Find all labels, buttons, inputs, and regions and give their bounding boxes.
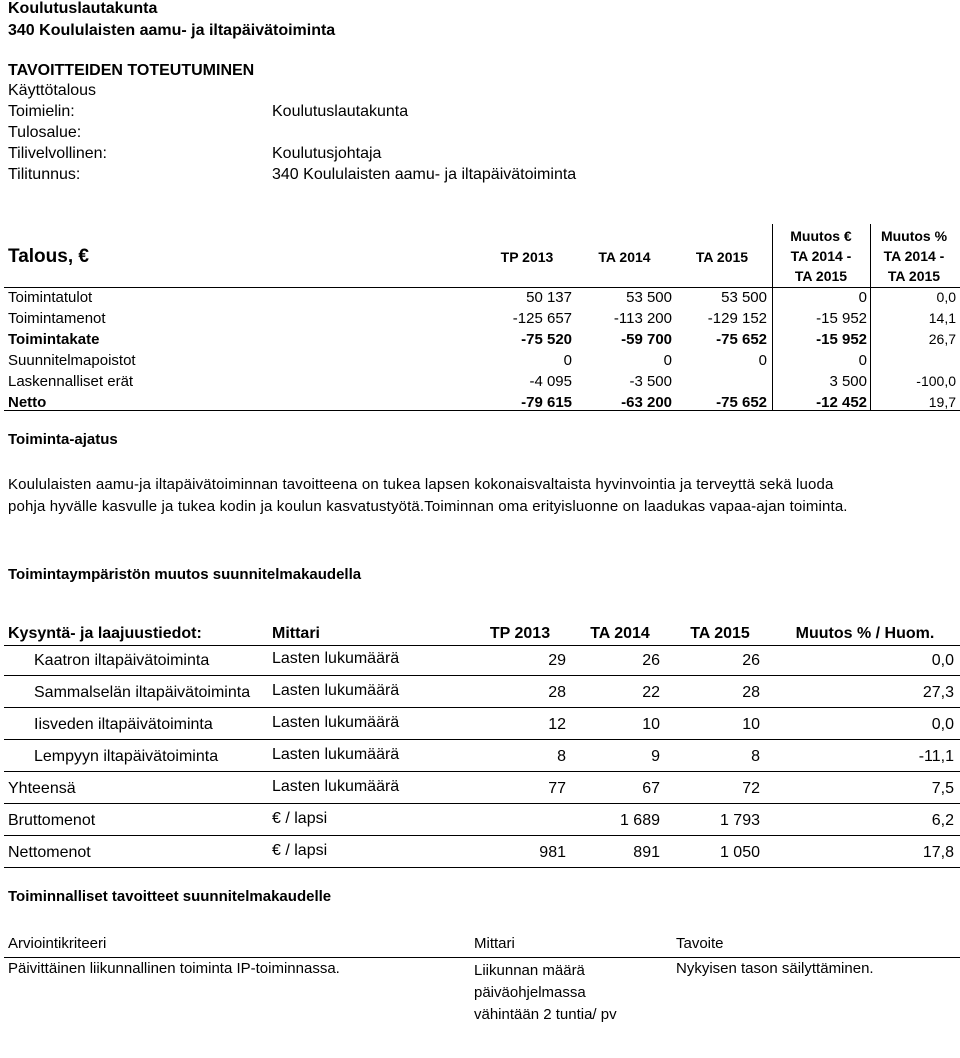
finance-cell: -4 095 <box>529 373 572 390</box>
goals-value-tilivelvollinen: Koulutusjohtaja <box>272 145 382 162</box>
finance-cell: 0,0 <box>936 289 956 305</box>
goals-label-toimielin: Toimielin: <box>8 103 75 120</box>
board-title: Koulutuslautakunta <box>8 0 158 17</box>
finance-col-ta2015: TA 2015 <box>695 249 749 265</box>
goals-value-toimielin: Koulutuslautakunta <box>272 103 409 120</box>
demand-header-label: Kysyntä- ja laajuustiedot: <box>8 625 202 642</box>
finance-cell: -15 952 <box>816 310 867 327</box>
targets-title: Toiminnalliset tavoitteet suunnitelmakaudelle <box>8 888 332 905</box>
targets-header-meter: Mittari <box>474 935 515 952</box>
demand-header-change: Muutos % / Huom. <box>795 625 935 642</box>
finance-row-label: Netto <box>8 394 47 411</box>
demand-row-meter: Lasten lukumäärä <box>272 650 400 667</box>
finance-row-label: Suunnitelmapoistot <box>8 352 136 369</box>
demand-cell: 981 <box>539 844 566 861</box>
demand-row-meter: € / lapsi <box>272 810 328 827</box>
demand-cell: 67 <box>642 780 660 797</box>
demand-row-label: Yhteensä <box>8 780 76 797</box>
unit-title: 340 Koululaisten aamu- ja iltapäivätoiminta <box>8 22 336 39</box>
demand-header-ta2014: TA 2014 <box>590 625 650 642</box>
demand-cell: 0,0 <box>931 652 954 669</box>
grid-line <box>4 957 960 958</box>
finance-cell: 14,1 <box>928 310 956 326</box>
finance-cell: -75 652 <box>716 394 767 411</box>
demand-row-label: Sammalselän iltapäivätoiminta <box>34 684 251 701</box>
finance-col-muutos-pct: Muutos % TA 2014 - TA 2015 <box>880 228 948 284</box>
targets-header-criterion: Arviointikriteeri <box>8 935 107 952</box>
finance-cell: 0 <box>858 352 867 369</box>
environment-title: Toimintaympäristön muutos suunnitelmakaudella <box>8 566 362 583</box>
demand-cell: 1 689 <box>619 812 660 829</box>
demand-row-meter: Lasten lukumäärä <box>272 746 400 763</box>
finance-cell: -100,0 <box>916 373 956 389</box>
finance-cell: -125 657 <box>512 310 572 327</box>
grid-line <box>4 675 960 676</box>
demand-header-ta2015: TA 2015 <box>690 625 750 642</box>
demand-cell: 27,3 <box>922 684 954 701</box>
demand-cell: 29 <box>548 652 566 669</box>
demand-header-meter: Mittari <box>272 625 320 642</box>
grid-line <box>4 803 960 804</box>
demand-cell: 77 <box>548 780 566 797</box>
demand-row-meter: € / lapsi <box>272 842 328 859</box>
demand-cell: 10 <box>642 716 660 733</box>
goals-title: TAVOITTEIDEN TOTEUTUMINEN <box>8 62 255 79</box>
finance-cell: 19,7 <box>928 394 956 410</box>
finance-cell: 0 <box>563 352 572 369</box>
demand-cell: 28 <box>742 684 760 701</box>
finance-row-label: Laskennalliset erät <box>8 373 134 390</box>
finance-col-tp2013: TP 2013 <box>500 249 554 265</box>
demand-cell: 0,0 <box>931 716 954 733</box>
demand-cell: 28 <box>548 684 566 701</box>
grid-line <box>4 835 960 836</box>
finance-col-muutos-eur: Muutos € TA 2014 - TA 2015 <box>790 228 852 284</box>
demand-cell: -11,1 <box>918 748 954 765</box>
finance-cell: -59 700 <box>621 331 672 348</box>
finance-cell: -63 200 <box>621 394 672 411</box>
finance-cell: -75 520 <box>521 331 572 348</box>
demand-cell: 1 050 <box>719 844 760 861</box>
finance-row-label: Toimintamenot <box>8 310 106 327</box>
finance-cell: -3 500 <box>629 373 672 390</box>
grid-line <box>4 707 960 708</box>
demand-cell: 22 <box>642 684 660 701</box>
finance-cell: 53 500 <box>721 289 767 306</box>
goals-value-tilitunnus: 340 Koululaisten aamu- ja iltapäivätoiminta <box>272 166 577 183</box>
demand-row-label: Bruttomenot <box>8 812 96 829</box>
demand-row-label: Nettomenot <box>8 844 91 861</box>
grid-line <box>4 771 960 772</box>
goals-label-tulosalue: Tulosalue: <box>8 124 82 141</box>
finance-row-label: Toimintatulot <box>8 289 93 306</box>
finance-cell: 3 500 <box>829 373 867 390</box>
idea-text-line2: pohja hyvälle kasvulle ja tukea kodin ja koulun kasvatustyötä.Toiminnan oma erityisluonne on laadukas vapaa-ajan toiminta. <box>8 498 848 515</box>
finance-cell: 26,7 <box>928 331 956 347</box>
finance-cell: -79 615 <box>521 394 572 411</box>
finance-cell: 53 500 <box>626 289 672 306</box>
demand-cell: 26 <box>642 652 660 669</box>
demand-cell: 10 <box>742 716 760 733</box>
demand-row-meter: Lasten lukumäärä <box>272 714 400 731</box>
demand-cell: 26 <box>742 652 760 669</box>
finance-col-ta2014: TA 2014 <box>598 249 651 265</box>
targets-criterion: Päivittäinen liikunnallinen toiminta IP-toiminnassa. <box>8 960 340 977</box>
targets-header-goal: Tavoite <box>676 935 724 952</box>
finance-cell: 0 <box>663 352 672 369</box>
demand-cell: 12 <box>548 716 566 733</box>
finance-cell: 0 <box>858 289 867 306</box>
idea-title: Toiminta-ajatus <box>8 431 118 448</box>
demand-cell: 8 <box>557 748 566 765</box>
demand-row-label: Lempyyn iltapäivätoiminta <box>34 748 219 765</box>
grid-line <box>4 739 960 740</box>
targets-meter: Liikunnan määrä päiväohjelmassa vähintään 2 tuntia/ pv <box>474 962 617 1023</box>
demand-cell: 9 <box>651 748 660 765</box>
finance-cell: -129 152 <box>707 310 767 327</box>
demand-row-meter: Lasten lukumäärä <box>272 682 400 699</box>
finance-cell: 50 137 <box>526 289 572 306</box>
grid-line <box>4 867 960 868</box>
goals-label-tilivelvollinen: Tilivelvollinen: <box>8 145 107 162</box>
goals-label-tilitunnus: Tilitunnus: <box>8 166 81 183</box>
finance-cell: -12 452 <box>816 394 867 411</box>
finance-cell <box>672 371 767 392</box>
demand-cell: 17,8 <box>922 844 954 861</box>
demand-cell: 8 <box>751 748 760 765</box>
demand-row-label: Kaatron iltapäivätoiminta <box>34 652 210 669</box>
finance-cell <box>870 350 956 371</box>
demand-header-tp2013: TP 2013 <box>489 625 551 642</box>
finance-cell: -75 652 <box>716 331 767 348</box>
targets-goal: Nykyisen tason säilyttäminen. <box>676 960 874 977</box>
demand-cell: 6,2 <box>931 812 954 829</box>
demand-cell: 1 793 <box>719 812 760 829</box>
demand-cell: 72 <box>742 780 760 797</box>
finance-cell: -113 200 <box>613 310 672 327</box>
grid-line <box>4 645 960 646</box>
demand-cell: 7,5 <box>931 780 954 797</box>
finance-cell: -15 952 <box>816 331 867 348</box>
finance-cell: 0 <box>758 352 767 369</box>
finance-row-label: Toimintakate <box>8 331 100 348</box>
finance-title: Talous, € <box>8 246 89 267</box>
demand-row-meter: Lasten lukumäärä <box>272 778 400 795</box>
budget-type: Käyttötalous <box>8 82 97 99</box>
demand-row-label: Iisveden iltapäivätoiminta <box>34 716 213 733</box>
demand-cell: 891 <box>633 844 660 861</box>
idea-text-line1: Koululaisten aamu-ja iltapäivätoiminnan tavoitteena on tukea lapsen kokonaisvaltaista hyvinvointia ja terveyttä sekä luoda <box>8 476 834 493</box>
